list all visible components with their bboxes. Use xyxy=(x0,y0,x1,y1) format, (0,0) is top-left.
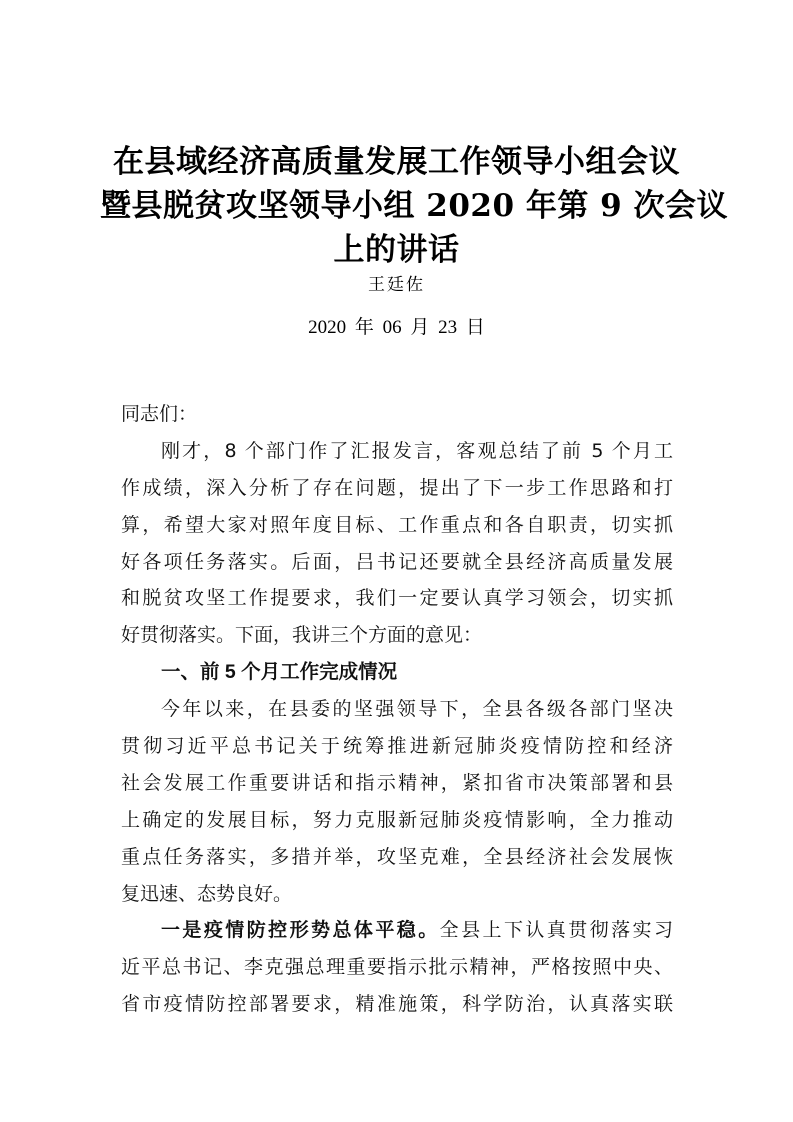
document-title xyxy=(100,140,729,272)
paragraph-2 xyxy=(121,691,673,912)
paragraph-line: 今年以来，在县委的坚强领导下，全县各级各部门坚决 xyxy=(161,698,673,721)
paragraph-line: 刚才，8 个部门作了汇报发言，客观总结了前 5 个月工 xyxy=(161,439,673,462)
paragraph-line: 复迅速、态势良好。 xyxy=(121,882,293,905)
speech-date: 2020 年 06 月 23 日 xyxy=(308,317,485,338)
salutation: 同志们： xyxy=(121,403,198,425)
author-name: 王廷佐 xyxy=(368,275,425,295)
paragraph-line: 上确定的发展目标，努力克服新冠肺炎疫情影响，全力推动 xyxy=(121,808,673,831)
title-line-2: 暨县脱贫攻坚领导小组 2020 年第 9 次会议 xyxy=(100,188,729,224)
paragraph-line: 近平总书记、李克强总理重要指示批示精神，严格按照中央、 xyxy=(121,956,673,979)
paragraph-line: 重点任务落实，多措并举，攻坚克难，全县经济社会发展恢 xyxy=(121,845,673,868)
paragraph-3 xyxy=(121,912,673,1023)
section-heading: 一、前 5 个月工作完成情况 xyxy=(161,661,398,684)
title-line-3: 上的讲话 xyxy=(333,232,460,268)
paragraph-line: 好贯彻落实。下面，我讲三个方面的意见： xyxy=(121,624,483,647)
paragraph-1 xyxy=(121,433,673,654)
paragraph-line: 和脱贫攻坚工作提要求，我们一定要认真学习领会，切实抓 xyxy=(121,587,673,610)
paragraph-line: 省市疫情防控部署要求，精准施策，科学防治，认真落实联 xyxy=(121,993,673,1016)
title-line-1: 在县域经济高质量发展工作领导小组会议 xyxy=(113,144,680,180)
paragraph-line: 社会发展工作重要讲话和指示精神，紧扣省市决策部署和县 xyxy=(121,771,673,794)
paragraph-line: 贯彻习近平总书记关于统筹推进新冠肺炎疫情防控和经济 xyxy=(121,735,673,758)
paragraph-line xyxy=(121,912,673,949)
paragraph-line: 好各项任务落实。后面，吕书记还要就全县经济高质量发展 xyxy=(121,550,673,573)
paragraph-text: 全县上下认真贯彻落实习 xyxy=(439,919,673,942)
document-body xyxy=(121,396,673,1023)
paragraph-line: 算，希望大家对照年度目标、工作重点和各自职责，切实抓 xyxy=(121,513,673,536)
paragraph-line: 作成绩，深入分析了存在问题，提出了下一步工作思路和打 xyxy=(121,476,673,499)
paragraph-lead: 一是疫情防控形势总体平稳。 xyxy=(161,919,440,942)
